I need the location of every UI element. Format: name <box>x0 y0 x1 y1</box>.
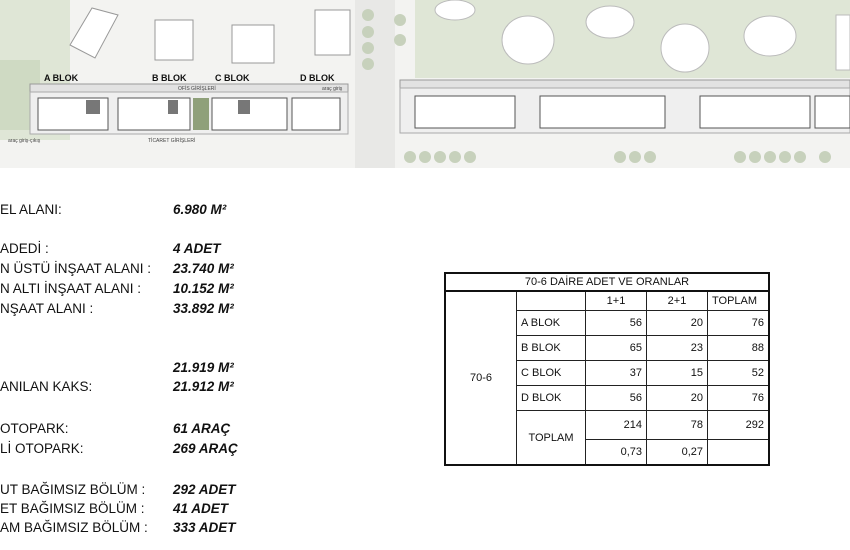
stat-value: 41 ADET <box>173 501 229 516</box>
stat-label: ANILAN KAKS: <box>0 379 93 394</box>
vehicle-entry-exit-label: araç giriş-çıkış <box>8 138 41 144</box>
block-label-c: C BLOK <box>215 73 250 83</box>
total-1plus1: 214 <box>586 411 647 440</box>
cell-2plus1: 20 <box>647 386 708 411</box>
vehicle-entry-label: araç giriş <box>322 86 343 92</box>
ratio-empty <box>708 440 770 466</box>
total-all: 292 <box>708 411 770 440</box>
stat-label: ADEDİ : <box>0 241 49 256</box>
table-header-empty <box>517 291 586 311</box>
total-2plus1: 78 <box>647 411 708 440</box>
table-title: 70-6 DAİRE ADET VE ORANLAR <box>445 273 769 291</box>
row-label: C BLOK <box>517 361 586 386</box>
cell-2plus1: 20 <box>647 311 708 336</box>
stat-label: N ÜSTÜ İNŞAAT ALANI : <box>0 261 152 276</box>
cell-total: 52 <box>708 361 770 386</box>
ratio-2plus1: 0,27 <box>647 440 708 466</box>
stat-label: OTOPARK: <box>0 421 69 436</box>
stat-value: 4 ADET <box>173 241 221 256</box>
stat-label: Lİ OTOPARK: <box>0 441 84 456</box>
table-header: 1+1 <box>586 291 647 311</box>
commercial-entrances-label: TİCARET GİRİŞLERİ <box>148 138 196 144</box>
cell-1plus1: 37 <box>586 361 647 386</box>
stat-value: 21.919 M² <box>173 360 234 375</box>
table-header: TOPLAM <box>708 291 770 311</box>
cell-1plus1: 56 <box>586 386 647 411</box>
stat-label: UT BAĞIMSIZ BÖLÜM : <box>0 482 146 497</box>
cell-total: 88 <box>708 336 770 361</box>
block-label-d: D BLOK <box>300 73 335 83</box>
row-label: B BLOK <box>517 336 586 361</box>
stat-value: 33.892 M² <box>173 301 234 316</box>
stat-label: NŞAAT ALANI : <box>0 301 94 316</box>
stat-value: 21.912 M² <box>173 379 234 394</box>
row-label: A BLOK <box>517 311 586 336</box>
stat-value: 269 ARAÇ <box>173 441 238 456</box>
block-label-b: B BLOK <box>152 73 187 83</box>
group-label: 70-6 <box>445 291 517 465</box>
stat-value: 333 ADET <box>173 520 236 535</box>
stat-label: EL ALANI: <box>0 202 62 217</box>
office-entrances-label: OFİS GİRİŞLERİ <box>178 86 216 92</box>
cell-2plus1: 15 <box>647 361 708 386</box>
cell-1plus1: 65 <box>586 336 647 361</box>
stat-label: N ALTI İNŞAAT ALANI : <box>0 281 142 296</box>
stat-value: 292 ADET <box>173 482 236 497</box>
stat-value: 61 ARAÇ <box>173 421 231 436</box>
stat-label: ET BAĞIMSIZ BÖLÜM : <box>0 501 145 516</box>
ratio-1plus1: 0,73 <box>586 440 647 466</box>
block-label-a: A BLOK <box>44 73 79 83</box>
stat-value: 6.980 M² <box>173 202 227 217</box>
stat-label: AM BAĞIMSIZ BÖLÜM : <box>0 520 148 535</box>
total-label: TOPLAM <box>517 411 586 466</box>
cell-total: 76 <box>708 311 770 336</box>
stat-value: 23.740 M² <box>173 261 234 276</box>
cell-2plus1: 23 <box>647 336 708 361</box>
table-header: 2+1 <box>647 291 708 311</box>
unit-ratio-table <box>444 272 770 466</box>
cell-total: 76 <box>708 386 770 411</box>
stat-value: 10.152 M² <box>173 281 234 296</box>
row-label: D BLOK <box>517 386 586 411</box>
cell-1plus1: 56 <box>586 311 647 336</box>
